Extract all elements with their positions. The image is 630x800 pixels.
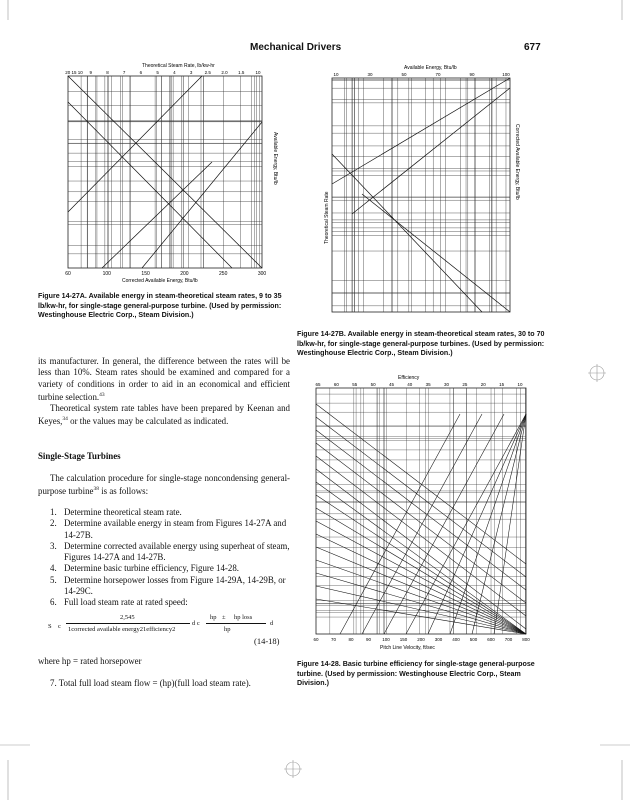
figure-c-bottom-tick-label: 300: [434, 637, 443, 642]
figure-c-bottom-tick-label: 800: [522, 637, 530, 642]
figure-b-top-tick-label: 30: [367, 72, 373, 77]
figure-c-bottom-tick-label: 500: [469, 637, 478, 642]
efficiency-curve: [362, 414, 482, 634]
figure-b-left-label: Theoretical Steam Rate: [324, 191, 330, 244]
figure-c-top-label: Efficiency: [398, 375, 420, 381]
figure-a-top-tick-label: 9: [89, 70, 92, 75]
figure-a-bottom-tick-label: 100: [102, 271, 111, 277]
figure-a-top-tick-label: 8: [106, 70, 109, 75]
figure-c-bottom-tick-label: 70: [330, 637, 337, 642]
figure-c-bottom-tick-label: 200: [417, 637, 425, 642]
figure-c-top-tick-label: 45: [388, 382, 394, 387]
eq-numerator: 2,545: [120, 614, 135, 621]
eq-hp-loss: hp loss: [234, 614, 253, 621]
figure-a-top-tick-label: 4: [173, 70, 176, 75]
eq-hp: hp: [210, 614, 217, 621]
procedure-list: [50, 507, 290, 609]
efficiency-curve: [428, 414, 526, 634]
eq-sign: c: [58, 623, 61, 630]
figure-b-top-tick-label: 100: [502, 72, 510, 77]
figure-c-caption: Figure 14-28. Basic turbine efficiency for single-stage general-purpose turbine. (Used by permission: Westinghouse Electric Corp., Steam Division.): [297, 660, 535, 687]
section-heading: Single-Stage Turbines: [38, 451, 121, 461]
figure-c-bottom-tick-label: 60: [313, 637, 319, 642]
efficiency-curve: [340, 414, 460, 634]
list-item: 4. Determine basic turbine efficiency, Figure 14-28.: [50, 563, 239, 574]
ref-38: 38: [93, 486, 99, 493]
figure-a-bottom-tick-label: 60: [65, 271, 71, 277]
paragraph-2-text-b: or the values may be calculated as indicated.: [67, 416, 229, 427]
figure-a-right-label: Available Energy, Btu/lb: [272, 132, 278, 185]
figure-c-top-tick-label: 20: [480, 382, 486, 387]
figure-c-bottom-tick-label: 100: [382, 637, 390, 642]
figure-c-top-tick-label: 10: [517, 382, 523, 387]
figure-a-top-tick-label: 6: [139, 70, 143, 75]
figure-a-top-tick-label: 3: [189, 70, 193, 75]
paragraph-1-text: its manufacturer. In general, the difference between the rates will be less than 10%. Steam rates should be examined and compared for a variety of conditions in order to aid in an economical and efficient turbine selection.: [38, 356, 290, 403]
figure-b-top-tick-label: 10: [333, 72, 339, 77]
figure-b-top-tick-label: 50: [401, 72, 407, 77]
step-7-text: Total full load steam flow = (hp)(full load steam rate).: [58, 678, 251, 688]
eq-lhs: S: [48, 623, 52, 630]
paragraph-2: [38, 403, 290, 428]
figure-c-bottom-label: Pitch Line Velocity, ft/sec: [380, 645, 435, 651]
eq-hp-den: hp: [224, 626, 231, 633]
figure-b-top-tick-label: 70: [435, 72, 441, 77]
figure-a-bottom-tick-label: 300: [257, 271, 267, 277]
figure-a-caption: Figure 14-27A. Available energy in steam-theoretical steam rates, 9 to 35 lb/kw-hr, for single-stage general-purpose turbine. (Used by permission: Westinghouse Electric Corp., Steam Division.): [38, 292, 282, 319]
figure-c-top-tick-label: 15: [499, 382, 505, 387]
efficiency-curve: [406, 414, 526, 634]
list-item: 6. Full load steam rate at rated speed:: [50, 597, 188, 608]
ref-43: 43: [99, 392, 105, 399]
paragraph-2-text-a: Theoretical system rate tables have been prepared by Keenan and Keyes,: [38, 403, 290, 427]
running-header-title: Mechanical Drivers: [250, 42, 342, 53]
figure-a-top-tick-label: 10: [255, 70, 261, 75]
list-item: 5. Determine horsepower losses from Figure 14-29A, 14-29B, or 14-29C.: [50, 574, 286, 597]
figure-a-bottom-tick-label: 200: [180, 271, 189, 277]
figure-c-top-tick-label: 40: [407, 382, 413, 387]
where-clause: where hp = rated horsepower: [38, 656, 142, 666]
figure-a-top-label: Theoretical Steam Rate, lb/kw-hr: [142, 63, 215, 69]
figure-a-top-tick-label: 1.5: [238, 70, 245, 75]
figure-a-bottom-label: Corrected Available Energy, Btu/lb: [122, 278, 198, 284]
figure-14-28: [310, 374, 532, 652]
figure-a-bottom-tick-label: 150: [141, 271, 150, 277]
figure-b-top-label: Available Energy, Btu/lb: [404, 65, 457, 71]
step-7-num: 7.: [50, 678, 57, 688]
paragraph-3-text-a: The calculation procedure for single-stage noncondensing general-purpose turbine: [38, 473, 290, 497]
figure-c-top-tick-label: 55: [352, 382, 358, 387]
list-item: 3. Determine corrected available energy using superheat of steam, Figures 14-27A and 14-27B.: [50, 540, 290, 563]
figure-b-top-tick-label: 90: [469, 72, 475, 77]
figure-c-top-tick-label: 35: [425, 382, 431, 387]
figure-a-top-tick-label: 2.5: [204, 70, 211, 75]
figure-c-bottom-tick-label: 600: [487, 637, 495, 642]
eq-denominator: 1corrected available energy21efficiency2: [68, 626, 176, 633]
figure-c-bottom-tick-label: 400: [452, 637, 460, 642]
figure-c-bottom-tick-label: 90: [365, 637, 372, 642]
figure-a-top-tick-label: 20 15 10: [65, 70, 83, 75]
figure-c-bottom-tick-label: 80: [348, 637, 354, 642]
paragraph-1: [38, 356, 290, 404]
registration-mark-right: [588, 364, 606, 382]
ref-34: 34: [62, 416, 68, 423]
eq-fraction-bar-2: [206, 623, 266, 624]
step-7: [50, 678, 290, 689]
figure-c-bottom-tick-label: 150: [399, 637, 408, 642]
figure-a-top-tick-label: 2.0: [221, 70, 228, 75]
paragraph-3: [38, 473, 290, 498]
paragraph-3-text-b: is as follows:: [98, 486, 149, 497]
figure-c-top-tick-label: 60: [333, 382, 339, 387]
eq-fraction-bar: [66, 623, 190, 624]
eq-number: (14-18): [254, 636, 280, 646]
figure-a-top-tick-label: 5: [156, 70, 159, 75]
equation-14-18: [38, 612, 290, 646]
figure-c-top-tick-label: 50: [370, 382, 376, 387]
figure-b-right-label: Corrected Available Energy, Btu/lb: [514, 124, 520, 200]
efficiency-curve: [384, 414, 504, 634]
efficiency-curve: [450, 414, 526, 634]
eq-mid: d c: [192, 620, 200, 627]
figure-14-27b: [322, 64, 522, 320]
figure-b-caption: Figure 14-27B. Available energy in steam-theoretical steam rates, 30 to 70 lb/kw-hr, for single-stage general-purpose turbines. (Used by permission: Westinghouse Electric Corp., Steam Division.): [297, 330, 545, 357]
eq-plusminus: ±: [222, 614, 226, 621]
figure-c-top-tick-label: 65: [315, 382, 321, 387]
list-item: 1. Determine theoretical steam rate.: [50, 507, 182, 517]
figure-c-bottom-tick-label: 700: [504, 637, 513, 642]
figure-c-top-tick-label: 25: [462, 382, 468, 387]
figure-14-27a: [62, 62, 282, 284]
list-item: 2. Determine available energy in steam from Figures 14-27A and 14-27B.: [50, 518, 287, 540]
page-number: 677: [524, 42, 541, 53]
figure-c-top-tick-label: 30: [444, 382, 450, 387]
registration-mark-bottom: [284, 760, 302, 778]
figure-a-top-tick-label: 7: [122, 70, 126, 75]
figure-a-bottom-tick-label: 250: [219, 271, 228, 277]
eq-end: d: [270, 620, 274, 627]
